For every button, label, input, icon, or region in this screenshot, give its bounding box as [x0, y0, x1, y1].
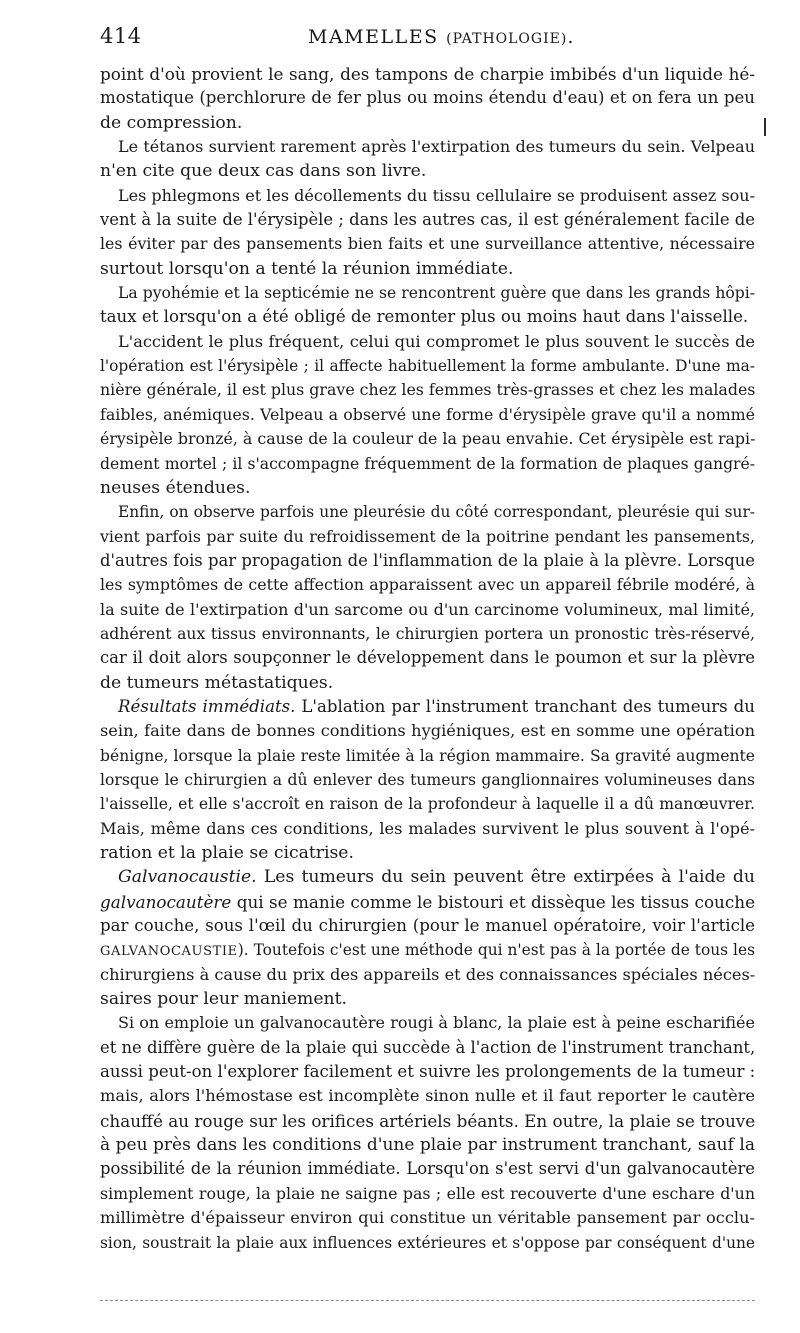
- text-segment: car il doit alors soupçonner le développement dans le poumon et sur la plèvre: [100, 648, 755, 668]
- text-segment: Enfin, on observe parfois une pleurésie du côté correspondant, pleurésie qui sur-: [118, 503, 755, 522]
- text-segment: L'accident le plus fréquent, celui qui compromet le plus souvent le succès de: [118, 331, 755, 351]
- text-line: [100, 111, 755, 135]
- text-segment: la suite de l'extirpation d'un sarcome ou d'un carcinome volumineux, mal limité,: [100, 599, 755, 619]
- text-segment: Les phlegmons et les décollements du tissu cellulaire se produisent assez sou-: [118, 185, 755, 205]
- text-segment: nière générale, il est plus grave chez les femmes très-grasses et chez les malades: [100, 380, 756, 400]
- text-segment: d'autres fois par propagation de l'inflammation de la plaie à la plèvre. Lorsque: [100, 550, 755, 570]
- italic-run-in-heading: galvanocautère: [100, 891, 232, 912]
- text-line: [100, 622, 755, 646]
- running-title-sub: (PATHOLOGIE): [446, 31, 568, 47]
- text-segment: point d'où provient le sang, des tampons de charpie imbibés d'un liquide hé-: [100, 64, 755, 84]
- italic-run-in-heading: Galvanocaustie.: [118, 867, 257, 888]
- running-head: [100, 24, 755, 54]
- text-segment: faibles, anémiques. Velpeau a observé une forme d'érysipèle grave qu'il a nommé: [100, 404, 755, 424]
- text-line: [100, 86, 755, 110]
- running-title-close: .: [567, 26, 575, 48]
- text-line: [100, 817, 755, 841]
- text-line: [100, 671, 755, 695]
- text-line: [100, 865, 755, 889]
- text-line: [100, 938, 755, 962]
- running-title-main: MAMELLES: [308, 26, 439, 48]
- text-line: [100, 914, 755, 938]
- text-line: [100, 257, 755, 281]
- running-title: [308, 26, 575, 48]
- text-segment: qui se manie comme le bistouri et dissèque les tissus couche: [231, 891, 755, 912]
- small-caps-reference: GALVANOCAUSTIE: [100, 944, 238, 960]
- text-line: [100, 159, 755, 183]
- text-line: [100, 598, 755, 622]
- text-segment: simplement rouge, la plaie ne saigne pas ; elle est recouverte d'une eschare d'un: [100, 1183, 755, 1203]
- text-line: [100, 1011, 755, 1035]
- text-segment: les symptômes de cette affection apparaissent avec un appareil fébrile modéré, à: [100, 575, 755, 595]
- text-segment: bénigne, lorsque la plaie reste limitée à la région mammaire. Sa gravité augmente: [100, 746, 755, 765]
- text-segment: ). Toutefois c'est une méthode qui n'est pas à la portée de tous les: [237, 941, 755, 960]
- text-segment: surtout lorsqu'on a tenté la réunion immédiate.: [100, 258, 514, 279]
- text-segment: taux et lorsqu'on a été obligé de remonter plus ou moins haut dans l'aisselle.: [100, 307, 749, 327]
- text-line: [100, 403, 755, 427]
- text-segment: chirurgiens à cause du prix des appareils et des connaissances spéciales néces-: [100, 964, 756, 984]
- text-segment: Le tétanos survient rarement après l'extirpation des tumeurs du sein. Velpeau: [118, 137, 755, 157]
- text-segment: La pyohémie et la septicémie ne se rencontrent guère que dans les grands hôpi-: [118, 284, 755, 303]
- text-line: [100, 792, 755, 816]
- text-segment: sein, faite dans de bonnes conditions hygiéniques, est en somme une opération: [100, 721, 755, 741]
- text-segment: n'en cite que deux cas dans son livre.: [100, 161, 427, 182]
- text-segment: aussi peut-on l'explorer facilement et suivre les prolongements de la tumeur :: [100, 1062, 756, 1082]
- text-segment: et ne diffère guère de la plaie qui succède à l'action de l'instrument tranchant,: [100, 1037, 756, 1057]
- text-line: [100, 549, 755, 573]
- text-line: [100, 1206, 755, 1230]
- text-segment: érysipèle bronzé, à cause de la couleur de la peau envahie. Cet érysipèle est rapi-: [100, 429, 756, 449]
- text-line: [100, 500, 755, 524]
- text-segment: Si on emploie un galvanocautère rougi à blanc, la plaie est à peine escharifiée: [118, 1013, 755, 1033]
- text-line: [100, 646, 755, 670]
- text-segment: sion, soustrait la plaie aux influences extérieures et s'oppose par conséquent d'une: [100, 1233, 755, 1252]
- text-segment: millimètre d'épaisseur environ qui constitue un véritable pansement par occlu-: [100, 1208, 755, 1228]
- text-line: [100, 695, 755, 719]
- text-line: [100, 354, 755, 378]
- text-line: [100, 890, 755, 914]
- text-line: [100, 719, 755, 743]
- text-segment: mais, alors l'hémostase est incomplète sinon nulle et il faut reporter le cautère: [100, 1086, 755, 1106]
- text-line: [100, 1157, 755, 1181]
- text-segment: vent à la suite de l'érysipèle ; dans les autres cas, il est généralement facile de: [100, 210, 755, 230]
- text-segment: adhérent aux tissus environnants, le chirurgien portera un pronostic très-réservé,: [100, 624, 755, 643]
- text-line: [100, 208, 755, 232]
- text-line: [100, 963, 755, 987]
- text-segment: de compression.: [100, 112, 243, 133]
- text-segment: mostatique (perchlorure de fer plus ou moins étendu d'eau) et on fera un peu: [100, 88, 755, 108]
- text-line: [100, 135, 755, 159]
- text-line: [100, 1133, 755, 1157]
- text-line: [100, 62, 755, 86]
- text-line: [100, 841, 755, 865]
- text-line: [100, 744, 755, 768]
- text-line: [100, 1182, 755, 1206]
- text-line: [100, 184, 755, 208]
- text-segment: dement mortel ; il s'accompagne fréquemment de la formation de plaques gangré-: [100, 454, 755, 473]
- text-line: [100, 1084, 755, 1108]
- text-line: [100, 476, 755, 500]
- text-line: [100, 232, 755, 256]
- text-line: [100, 768, 755, 792]
- text-segment: saires pour leur maniement.: [100, 989, 347, 1010]
- text-segment: par couche, sous l'œil du chirurgien (pour le manuel opératoire, voir l'article: [100, 916, 755, 936]
- text-segment: Mais, même dans ces conditions, les malades survivent le plus souvent à l'opé-: [100, 818, 755, 838]
- text-line: [100, 1109, 755, 1133]
- footer-rule: [100, 1300, 755, 1301]
- text-segment: neuses étendues.: [100, 477, 251, 498]
- text-segment: lorsque le chirurgien a dû enlever des tumeurs ganglionnaires volumineuses dans: [100, 770, 755, 789]
- text-line: [100, 1060, 755, 1084]
- text-segment: Les tumeurs du sein peuvent être extirpées à l'aide du: [256, 867, 755, 888]
- text-segment: chauffé au rouge sur les orifices artériels béants. En outre, la plaie se trouve: [100, 1110, 756, 1131]
- text-segment: vient parfois par suite du refroidissement de la poitrine pendant les pansements,: [100, 526, 755, 546]
- text-line: [100, 281, 755, 305]
- text-line: [100, 525, 755, 549]
- text-line: [100, 330, 755, 354]
- text-line: [100, 305, 755, 329]
- text-segment: l'opération est l'érysipèle ; il affecte habituellement la forme ambulante. D'une ma-: [100, 357, 755, 376]
- margin-mark: [764, 118, 766, 136]
- text-line: [100, 573, 755, 597]
- italic-run-in-heading: Résultats immédiats.: [118, 696, 296, 716]
- text-line: [100, 452, 755, 476]
- text-line: [100, 1231, 755, 1255]
- text-line: [100, 1036, 755, 1060]
- text-line: [100, 427, 755, 451]
- text-segment: possibilité de la réunion immédiate. Lorsqu'on s'est servi d'un galvanocautère: [100, 1159, 755, 1179]
- text-segment: les éviter par des pansements bien faits et une surveillance attentive, nécessaire: [100, 234, 755, 254]
- text-segment: à peu près dans les conditions d'une plaie par instrument tranchant, sauf la: [100, 1135, 755, 1156]
- text-segment: L'ablation par l'instrument tranchant des tumeurs du: [295, 696, 755, 716]
- text-segment: de tumeurs métastatiques.: [100, 672, 334, 693]
- text-segment: l'aisselle, et elle s'accroît en raison de la profondeur à laquelle il a dû manœuvrer.: [100, 795, 755, 814]
- page-number: 414: [100, 24, 142, 48]
- text-segment: ration et la plaie se cicatrise.: [100, 843, 354, 863]
- text-line: [100, 378, 755, 402]
- body-text: [100, 62, 755, 1255]
- text-line: [100, 987, 755, 1011]
